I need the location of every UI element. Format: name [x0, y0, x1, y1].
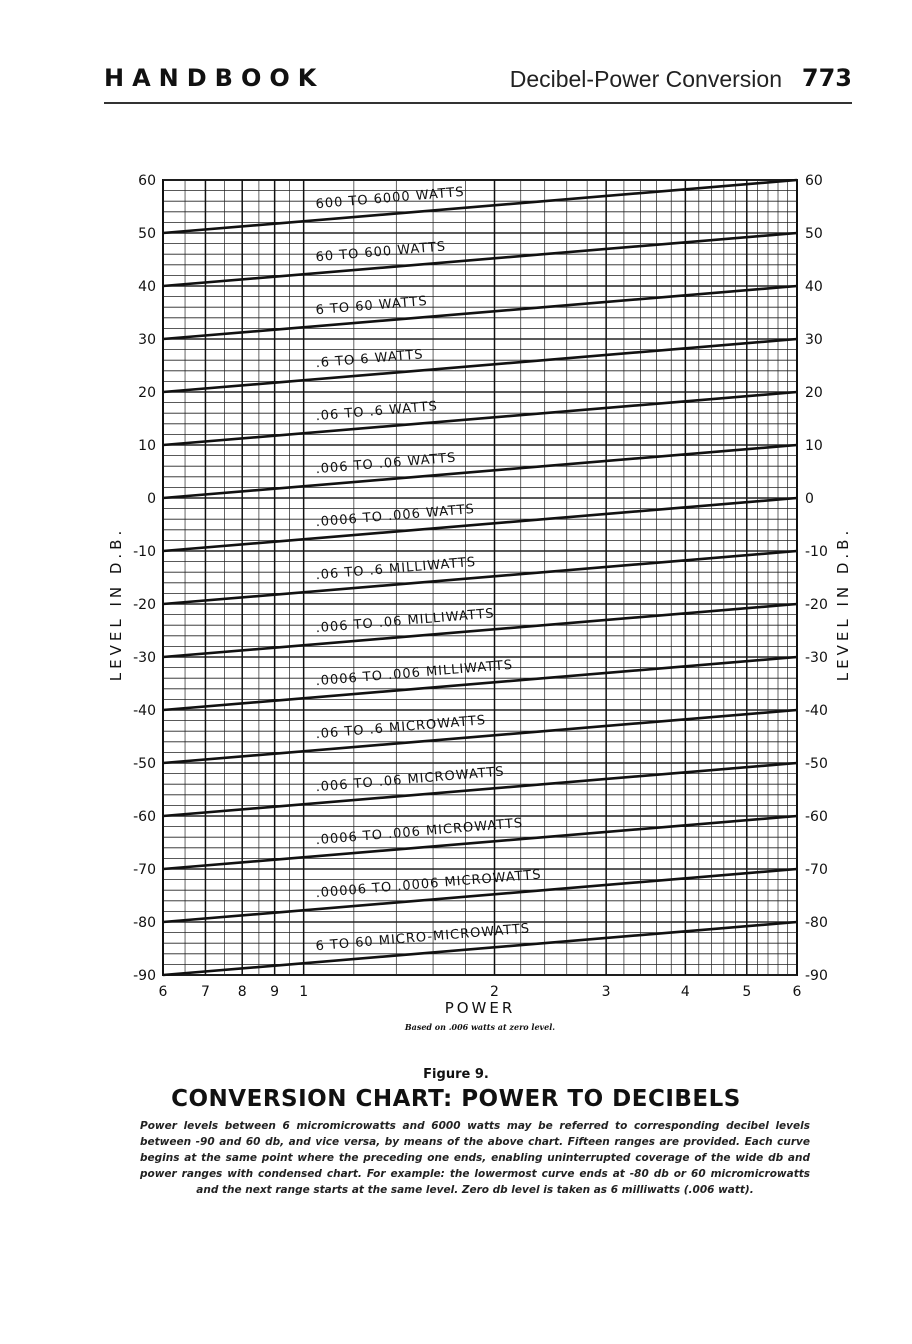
y-tick-label-left: -30 [133, 650, 156, 666]
y-tick-label-left: -50 [133, 756, 156, 772]
y-tick-label-left: -20 [133, 597, 156, 613]
series-label: 6 TO 60 MICRO-MICROWATTS [315, 921, 531, 955]
y-tick-label-left: -90 [133, 968, 156, 984]
x-tick-label: 6 [158, 984, 168, 1000]
series-line [163, 498, 797, 551]
y-tick-label-left: 0 [147, 491, 156, 507]
x-tick-label: 9 [270, 984, 280, 1000]
y-tick-label-left: -40 [133, 703, 156, 719]
series-line [163, 445, 797, 498]
y-tick-label-right: -20 [805, 597, 828, 613]
y-tick-label-left: 30 [138, 332, 156, 348]
y-tick-label-left: -10 [133, 544, 156, 560]
page-number: 773 [801, 64, 852, 92]
y-tick-label-right: 10 [805, 438, 823, 454]
y-tick-label-left: 20 [138, 385, 156, 401]
series-label: .006 TO .06 MILLIWATTS [315, 606, 496, 637]
y-axis-title-left: LEVEL IN D.B. [107, 526, 125, 682]
y-tick-label-right: 50 [805, 226, 823, 242]
y-tick-label-right: -60 [805, 809, 828, 825]
x-tick-label: 6 [792, 984, 802, 1000]
series-label: .06 TO .6 WATTS [315, 399, 439, 425]
figure-label: Figure 9. [423, 1067, 489, 1082]
series-line [163, 339, 797, 392]
header-handbook: HANDBOOK [104, 64, 325, 92]
series-line [163, 180, 797, 233]
series-label: .06 TO .6 MILLIWATTS [315, 554, 477, 584]
y-tick-label-right: 30 [805, 332, 823, 348]
chart-note: Based on .006 watts at zero level. [404, 1022, 556, 1032]
series-label: .0006 TO .006 MILLIWATTS [315, 657, 514, 690]
series-label: 6 TO 60 WATTS [315, 293, 429, 319]
series-label: .06 TO .6 MICROWATTS [315, 713, 487, 743]
y-tick-label-right: -40 [805, 703, 828, 719]
y-tick-label-right: -50 [805, 756, 828, 772]
y-tick-label-left: 10 [138, 438, 156, 454]
y-tick-label-right: 40 [805, 279, 823, 295]
series-line [163, 233, 797, 286]
x-tick-label: 3 [601, 984, 611, 1000]
x-tick-label: 7 [200, 984, 210, 1000]
y-tick-label-right: -90 [805, 968, 828, 984]
series-label: .0006 TO .006 MICROWATTS [315, 815, 524, 849]
series-label: .006 TO .06 MICROWATTS [315, 764, 506, 796]
series-line [163, 286, 797, 339]
series-label: .0006 TO .006 WATTS [315, 501, 476, 531]
series-label: .00006 TO .0006 MICROWATTS [315, 867, 543, 902]
y-tick-label-right: 20 [805, 385, 823, 401]
figure-title: CONVERSION CHART: POWER TO DECIBELS [171, 1086, 741, 1112]
y-tick-label-left: -70 [133, 862, 156, 878]
x-axis-title: POWER [444, 999, 516, 1017]
y-tick-label-left: 50 [138, 226, 156, 242]
series-label: 60 TO 600 WATTS [315, 239, 447, 266]
series-label: .6 TO 6 WATTS [315, 347, 425, 372]
y-axis-title-right: LEVEL IN D.B. [834, 526, 852, 682]
header-section-title: Decibel-Power Conversion [509, 66, 782, 92]
x-tick-label: 1 [299, 984, 309, 1000]
y-tick-label-right: 0 [805, 491, 814, 507]
x-tick-label: 5 [742, 984, 752, 1000]
y-tick-label-right: 60 [805, 173, 823, 189]
y-tick-label-right: -70 [805, 862, 828, 878]
series-line [163, 551, 797, 604]
series-line [163, 392, 797, 445]
y-tick-label-left: 60 [138, 173, 156, 189]
series-label: 600 TO 6000 WATTS [315, 184, 466, 213]
x-tick-label: 4 [680, 984, 690, 1000]
y-tick-label-right: -30 [805, 650, 828, 666]
y-tick-label-right: -80 [805, 915, 828, 931]
y-tick-label-right: -10 [805, 544, 828, 560]
series-label: .006 TO .06 WATTS [315, 450, 457, 478]
y-tick-label-left: 40 [138, 279, 156, 295]
y-tick-label-left: -60 [133, 809, 156, 825]
figure-caption: Power levels between 6 micromicrowatts and 6000 watts may be referred to corresponding decibel levels between -90 and 60 db, and vice versa, by means of the above chart. Fifteen ranges are provided. Each curve begins at the same point where the preceding one ends, enabling uninterrupted coverage of the wide db and power ranges with condensed chart. For example: the lowermost curve ends at -80 db or 60 micromicrowatts and the next range starts at the same level. Zero db level is taken as 6 milliwatts (.006 watt). [140, 1120, 810, 1196]
y-tick-label-left: -80 [133, 915, 156, 931]
x-tick-label: 2 [490, 984, 499, 1000]
x-tick-label: 8 [237, 984, 247, 1000]
